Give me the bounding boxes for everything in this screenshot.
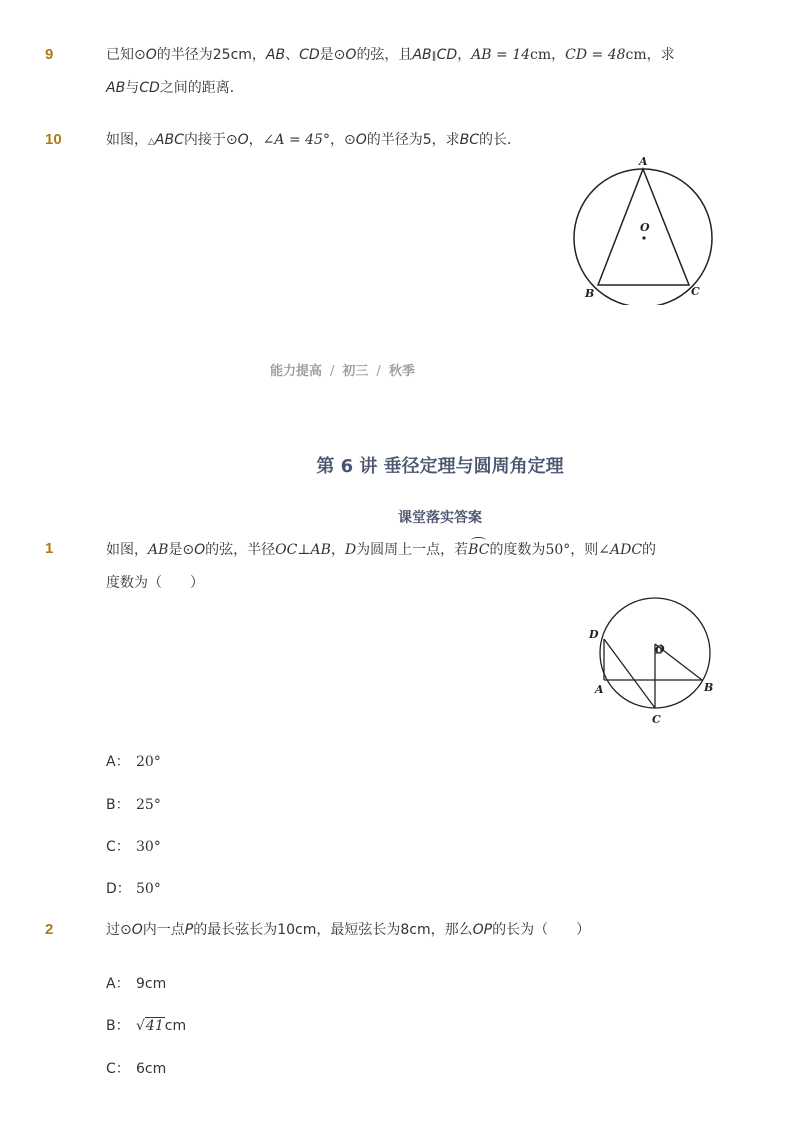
option-b[interactable]: B： 25° xyxy=(106,797,161,813)
question-number: 2 xyxy=(45,921,54,938)
question-number: 10 xyxy=(45,131,62,148)
option-a[interactable]: A： 9cm xyxy=(106,976,167,992)
option-b[interactable]: B： √41cm xyxy=(106,1018,187,1034)
chord-radius-figure xyxy=(585,593,720,733)
point-label-a: A xyxy=(595,683,604,696)
center-label-o: O xyxy=(640,221,650,234)
question-number: 9 xyxy=(45,46,54,63)
point-label-d: D xyxy=(589,628,599,641)
segment-dc xyxy=(604,639,655,708)
point-label-b: B xyxy=(704,681,714,694)
option-c[interactable]: C： 30° xyxy=(106,839,161,855)
vertex-label-c: C xyxy=(691,285,700,298)
option-d[interactable]: D： 50° xyxy=(106,881,161,897)
arc-bc: BC xyxy=(468,542,490,558)
breadcrumb: 能力提高 / 初三 / 秋季 xyxy=(270,364,415,379)
q10-text-line-1: 如图，△ABC内接于⊙O，∠A = 45°，⊙O的半径为5，求BC的长． xyxy=(106,132,522,148)
sqrt-expression: √41 xyxy=(136,1018,164,1034)
q1-text-line-2: 度数为（ ） xyxy=(106,575,204,591)
triangle-in-circle-figure xyxy=(565,150,725,305)
q1-text-line-1: 如图，AB是⊙O的弦，半径OC⊥AB，D为圆周上一点，若BC的度数为50°，则∠ADC的 xyxy=(106,542,657,558)
section-title: 课堂落实答案 xyxy=(398,510,482,526)
lesson-title: 第 6 讲 垂径定理与圆周角定理 xyxy=(316,456,564,477)
point-label-c: C xyxy=(652,713,661,726)
q9-text-line-2: AB与CD之间的距离． xyxy=(106,80,244,96)
vertex-label-a: A xyxy=(639,155,648,168)
option-a[interactable]: A： 20° xyxy=(106,754,161,770)
point-label-o: O xyxy=(655,643,665,656)
vertex-label-b: B xyxy=(585,287,595,300)
option-c[interactable]: C： 6cm xyxy=(106,1061,167,1077)
q9-text-line-1: 已知⊙O的半径为25cm，AB、CD是⊙O的弦，且AB∥CD，AB = 14cm，CD = 48cm，求 xyxy=(106,47,675,63)
center-point xyxy=(642,236,645,239)
q2-text-line-1: 过⊙O内一点P的最长弦长为10cm，最短弦长为8cm，那么OP的长为（ ） xyxy=(106,922,591,938)
question-number: 1 xyxy=(45,540,54,557)
